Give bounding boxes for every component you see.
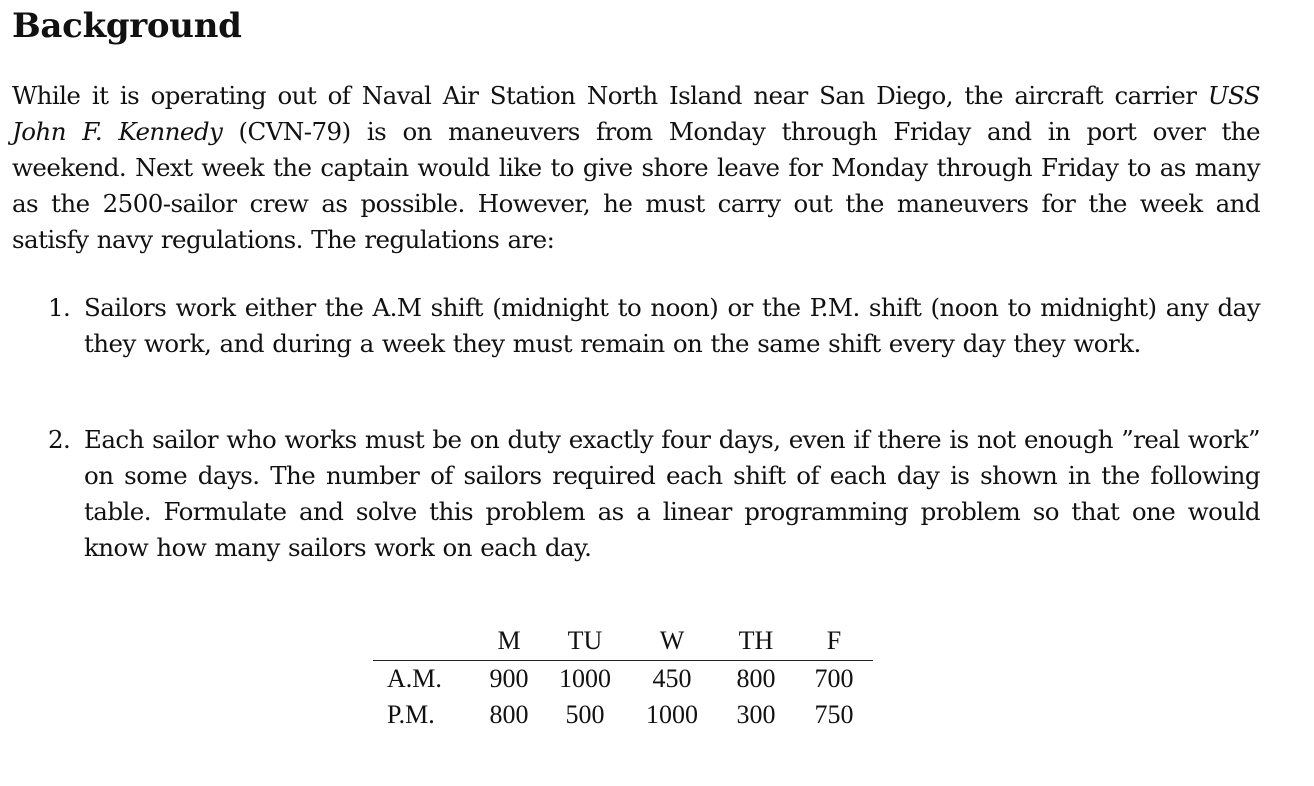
- table-cell: 500: [565, 700, 605, 729]
- sailor-requirements-table: [373, 622, 873, 733]
- column-header-wednesday: W: [627, 622, 717, 661]
- table-row-pm: [373, 697, 873, 733]
- intro-text-part1: While it is operating out of Naval Air Station North Island near San Diego, the aircraft carrier: [12, 81, 1208, 110]
- table-cell: 750: [814, 700, 854, 729]
- column-header-friday: F: [795, 622, 873, 661]
- regulation-item-2: [12, 422, 1260, 566]
- row-label-pm: P.M.: [387, 700, 435, 729]
- ship-name: USS John F. Kennedy: [12, 81, 1260, 146]
- row-label-am: A.M.: [387, 664, 442, 693]
- regulation-item-1: [12, 290, 1260, 362]
- table-cell: 800: [489, 700, 529, 729]
- table-cell: 300: [736, 700, 776, 729]
- table-corner-cell: [373, 622, 475, 661]
- intro-paragraph: [12, 78, 1260, 258]
- column-header-monday: M: [475, 622, 543, 661]
- intro-text-part2: (CVN-79) is on maneuvers from Monday through Friday and in port over the weekend. Next week the captain would like to give shore leave for Monday through Friday to as many as the 2500-sailor crew as possible. However, he must carry out the maneuvers for the week and satisfy navy regulations. The regulations are:: [12, 117, 1260, 254]
- table-cell: 450: [652, 664, 692, 693]
- section-heading: Background: [12, 6, 242, 46]
- table-cell: 1000: [646, 700, 698, 729]
- regulation-text-2: Each sailor who works must be on duty exactly four days, even if there is not enough ”real work” on some days. The number of sailors required each shift of each day is shown in the following table. Formulate and solve this problem as a linear programming problem so that one would know how many sailors work on each day.: [84, 425, 1260, 562]
- regulations-list-2: [12, 422, 1260, 566]
- regulation-text-1: Sailors work either the A.M shift (midnight to noon) or the P.M. shift (noon to midnight) any day they work, and during a week they must remain on the same shift every day they work.: [84, 293, 1260, 358]
- table-row-am: [373, 661, 873, 698]
- table-cell: 900: [489, 664, 529, 693]
- table-cell: 800: [736, 664, 776, 693]
- table-cell: 1000: [559, 664, 611, 693]
- table-cell: 700: [814, 664, 854, 693]
- regulation-number-2: 2.: [48, 425, 71, 454]
- table-header-row: [373, 622, 873, 661]
- regulations-list-1: [12, 290, 1260, 362]
- regulation-number-1: 1.: [48, 293, 71, 322]
- column-header-thursday: TH: [717, 622, 795, 661]
- column-header-tuesday: TU: [543, 622, 627, 661]
